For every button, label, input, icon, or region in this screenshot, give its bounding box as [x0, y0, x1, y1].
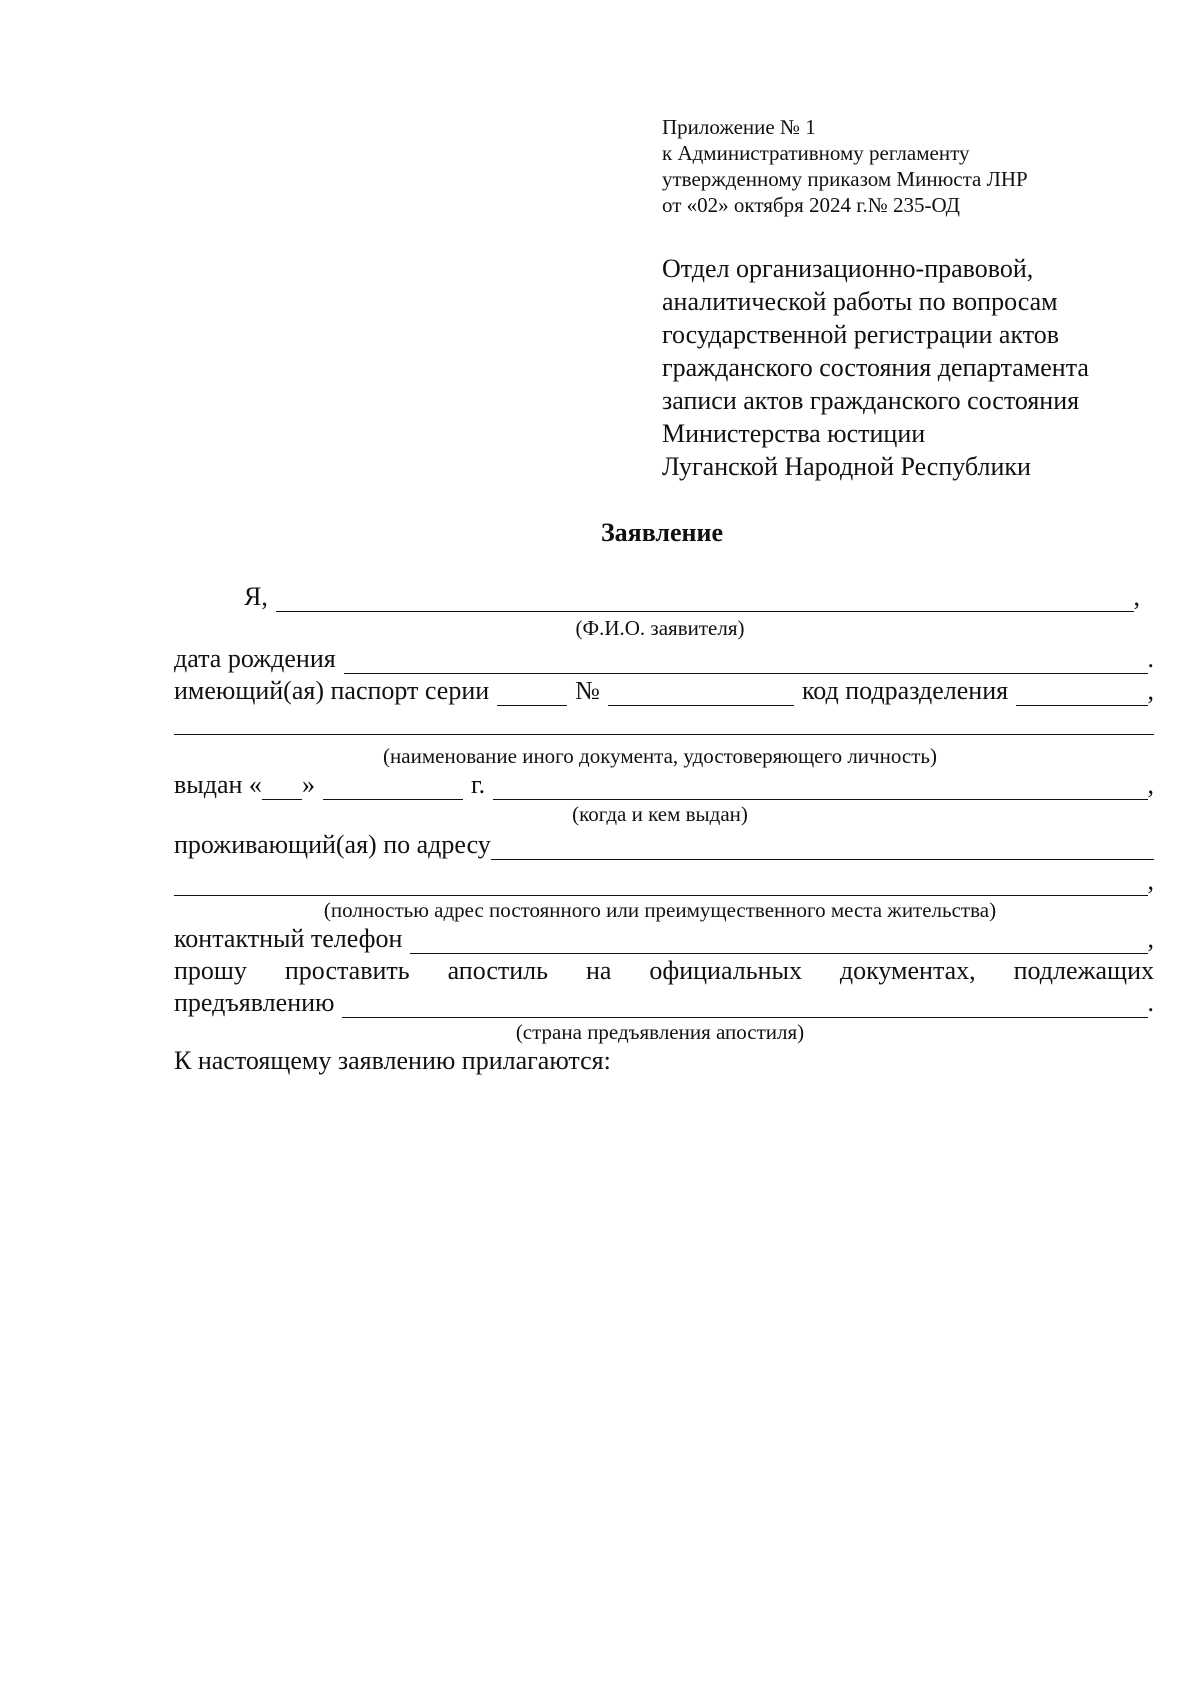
attachments-label: К настоящему заявлению прилагаются:: [174, 1046, 611, 1075]
request-word: подлежащих: [1013, 956, 1154, 985]
request-word: на: [585, 956, 612, 985]
annex-header: [662, 114, 1162, 218]
annex-line: Приложение № 1: [662, 115, 816, 139]
request-word: официальных: [649, 956, 802, 985]
addressee-line: государственной регистрации актов: [662, 320, 1060, 349]
division-code-field[interactable]: [1016, 681, 1147, 706]
presentation-row: [174, 988, 1154, 1018]
comma: ,: [1147, 676, 1154, 705]
request-row: [174, 956, 1154, 986]
issued-day-field[interactable]: [262, 775, 302, 800]
number-sign: №: [575, 676, 600, 705]
issued-by-field[interactable]: [493, 775, 1147, 800]
comma: ,: [1147, 866, 1154, 895]
fio-hint: (Ф.И.О. заявителя): [575, 616, 745, 640]
period: .: [1147, 988, 1154, 1017]
country-field[interactable]: [342, 993, 1147, 1018]
period: .: [1147, 644, 1154, 673]
attachments-row: [174, 1046, 1154, 1076]
other-document-row: [174, 710, 1154, 735]
comma: ,: [1147, 924, 1154, 953]
annex-line: от «02» октября 2024 г.№ 235-ОД: [662, 193, 960, 217]
fio-field[interactable]: [276, 587, 1134, 612]
passport-series-field[interactable]: [497, 681, 567, 706]
comma: ,: [1147, 770, 1154, 799]
year-label: г.: [470, 770, 486, 799]
document-title: Заявление: [600, 518, 724, 547]
other-document-field[interactable]: [174, 710, 1154, 735]
issued-label: выдан «: [174, 770, 262, 799]
phone-row: [174, 924, 1154, 954]
request-word: апостиль: [447, 956, 548, 985]
birth-row: [174, 644, 1154, 674]
addressee-line: аналитической работы по вопросам: [662, 287, 1058, 316]
issued-row: [174, 770, 1154, 800]
country-hint: (страна предъявления апостиля): [515, 1020, 805, 1044]
fio-label: Я,: [244, 582, 268, 611]
addressee-line: гражданского состояния департамента: [662, 353, 1089, 382]
request-word: проставить: [284, 956, 410, 985]
passport-label: имеющий(ая) паспорт серии: [174, 676, 490, 705]
phone-label: контактный телефон: [174, 924, 403, 953]
annex-line: к Административному регламенту: [662, 141, 970, 165]
addressee-line: Отдел организационно-правовой,: [662, 254, 1034, 283]
address-row-2: [174, 866, 1154, 896]
division-label: код подразделения: [801, 676, 1009, 705]
passport-number-field[interactable]: [608, 681, 794, 706]
passport-row: [174, 676, 1154, 706]
addressee-block: [662, 252, 1182, 483]
address-label: проживающий(ая) по адресу: [174, 830, 491, 859]
address-field-2[interactable]: [174, 871, 1148, 896]
addressee-line: Министерства юстиции: [662, 419, 926, 448]
presentation-label: предъявлению: [174, 988, 335, 1017]
address-hint: (полностью адрес постоянного или преимущественного места жительства): [323, 898, 997, 922]
addressee-line: Луганской Народной Республики: [662, 452, 1031, 481]
request-word: прошу: [174, 956, 247, 985]
issued-month-field[interactable]: [323, 775, 463, 800]
annex-line: утвержденному приказом Минюста ЛНР: [662, 167, 1028, 191]
address-field[interactable]: [491, 835, 1154, 860]
issued-quote-close: »: [301, 770, 315, 799]
other-document-hint: (наименование иного документа, удостоверяющего личность): [383, 744, 937, 768]
birth-label: дата рождения: [174, 644, 336, 673]
request-word: документах,: [839, 956, 976, 985]
fio-row: [244, 582, 1140, 612]
addressee-line: записи актов гражданского состояния: [662, 386, 1080, 415]
birth-date-field[interactable]: [344, 649, 1148, 674]
comma: ,: [1133, 582, 1140, 611]
issued-hint: (когда и кем выдан): [572, 802, 748, 826]
address-row: [174, 830, 1154, 860]
phone-field[interactable]: [410, 929, 1147, 954]
